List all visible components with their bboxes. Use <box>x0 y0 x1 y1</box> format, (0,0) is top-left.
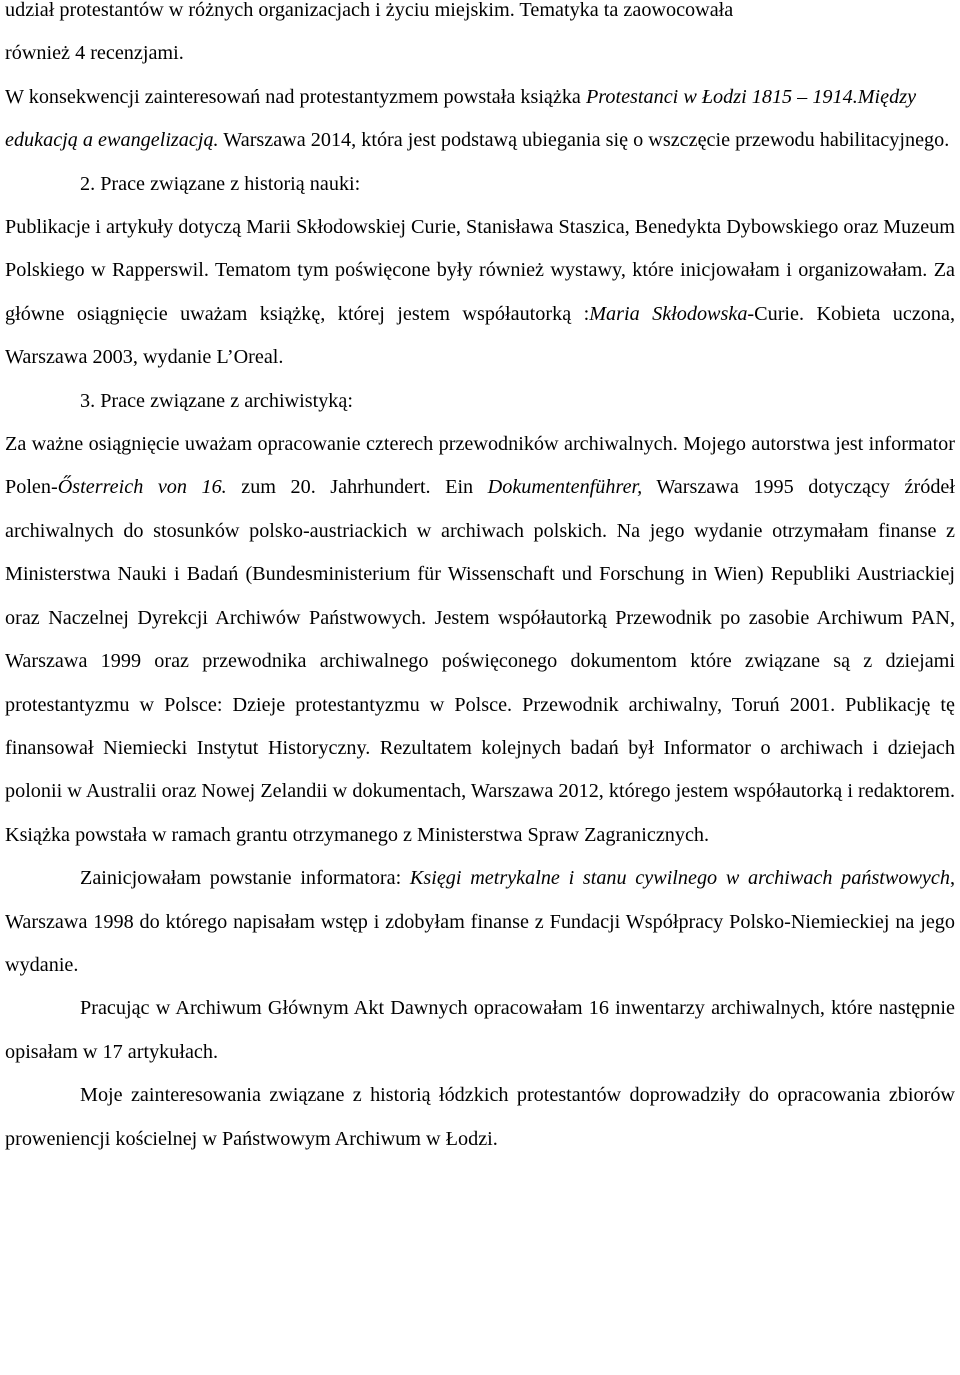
agad-paragraph: Pracując w Archiwum Głównym Akt Dawnych opracowałam 16 inwentarzy archiwalnych, które następnie opisałam w 17 artykułach. <box>5 997 955 1063</box>
section-3-text-c: Warszawa 1995 dotyczący źródeł archiwalnych do stosunków polsko-austriackich w archiwach polskich. Na jego wydanie otrzymałam finanse z Ministerstwa Nauki i Badań (Bundesministerium für Wissenschaft und Forschung in Wien) Republiki Austriackiej oraz Naczelnej Dyrekcji Archiwów Państwowych. Jestem współautorką Przewodnik po zasobie Archiwum PAN, Warszawa 1999 oraz przewodnika archiwalnego poświęconego dokumentom które związane są z dziejami protestantyzmu w Polsce: Dzieje protestantyzmu w Polsce. Przewodnik archiwalny, Toruń 2001. Publikację tę finansował Niemiecki Instytut Historyczny. Rezultatem kolejnych badań był Informator o archiwach i dziejach polonii w Australii oraz Nowej Zelandii w dokumentach, Warszawa 2012, którego jestem współautorką i redaktorem. Książka powstała w ramach grantu otrzymanego z Ministerstwa Spraw Zagranicznych. <box>5 476 955 846</box>
section-3-text-b: zum 20. Jahrhundert. Ein <box>226 476 488 499</box>
section-3-heading: 3. Prace związane z archiwistyką: <box>80 389 353 412</box>
informator-prefix: Zainicjowałam powstanie informatora: <box>80 867 410 890</box>
section-3-title-a: Ősterreich von 16. <box>57 476 227 499</box>
book-title: Protestanci w Łodzi 1815 – 1914.Między edukacją a ewangelizacją. <box>5 85 917 152</box>
section-2-body <box>5 206 955 380</box>
book-paragraph-prefix: W konsekwencji zainteresowań nad protestantyzmem powstała książka <box>5 85 586 108</box>
section-2-book-title: Maria Skłodowska <box>589 302 748 325</box>
section-3-body <box>5 423 955 857</box>
informator-paragraph <box>5 857 955 987</box>
section-3-title-b: Dokumentenführer, <box>487 476 643 499</box>
informator-title: Księgi metrykalne i stanu cywilnego w archiwach państwowych <box>409 867 950 890</box>
document-page <box>5 0 955 1161</box>
section-2-heading: 2. Prace związane z historią nauki: <box>80 172 361 195</box>
intro-line-2: również 4 recenzjami. <box>5 42 184 65</box>
lodz-paragraph: Moje zainteresowania związane z historią łódzkich protestantów doprowadziły do opracowania zbiorów proweniencji kościelnej w Państwowym Archiwum w Łodzi. <box>5 1084 955 1150</box>
intro-line-1: udział protestantów w różnych organizacjach i życiu miejskim. Tematyka ta zaowocowała <box>5 0 734 21</box>
section-2-text-a: Publikacje i artykuły dotyczą Marii Skłodowskiej Curie, Stanisława Staszica, Benedykta Dybowskiego oraz Muzeum Polskiego w Rapperswil. Tematom tym poświęcone były również wystawy, które inicjowałam i organizowałam. Za główne osiągnięcie uważam książkę, której jestem współautorką : <box>5 216 955 325</box>
section-2-text-b: -Curie. Kobieta uczona, Warszawa 2003, wydanie L’Oreal. <box>5 302 956 369</box>
book-paragraph-suffix: Warszawa 2014, która jest podstawą ubiegania się o wszczęcie przewodu habilitacyjnego. <box>218 129 950 152</box>
informator-suffix: , Warszawa 1998 do którego napisałam wstęp i zdobyłam finanse z Fundacji Współpracy Polsko-Niemieckiej na jego wydanie. <box>5 867 955 976</box>
section-3-text-a: Za ważne osiągnięcie uważam opracowanie czterech przewodników archiwalnych. Mojego autorstwa jest informator Polen- <box>5 433 955 499</box>
book-paragraph <box>5 76 955 163</box>
intro-block <box>5 0 955 76</box>
